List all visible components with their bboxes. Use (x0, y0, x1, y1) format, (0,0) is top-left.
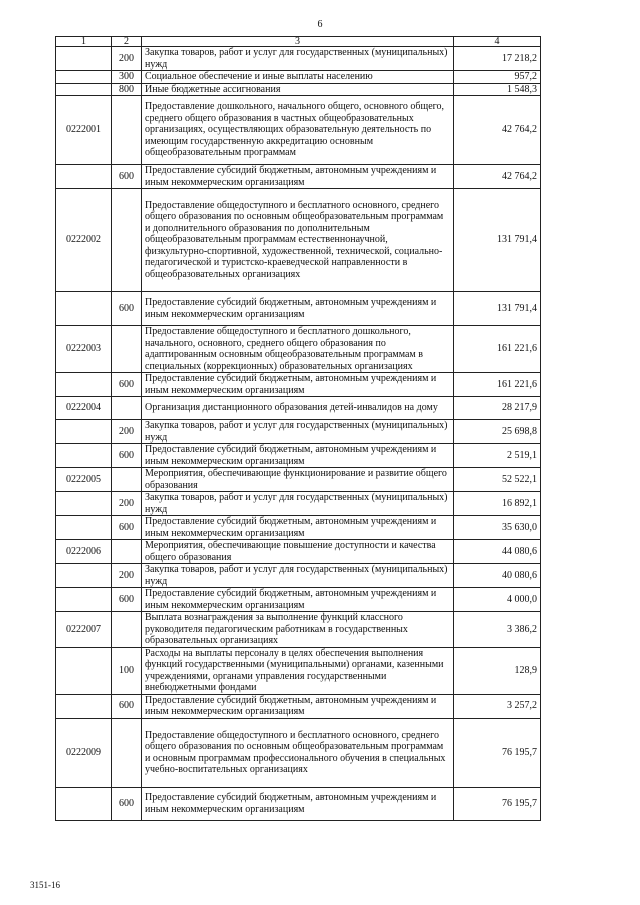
row-code (56, 588, 112, 612)
row-name: Предоставление субсидий бюджетным, автономным учреждениям и иным некоммерческим организациям (142, 516, 454, 540)
row-name: Мероприятия, обеспечивающие повышение доступности и качества общего образования (142, 540, 454, 564)
row-name: Выплата вознаграждения за выполнение функций классного руководителя педагогическим работникам в государственных образовательных организациях (142, 612, 454, 648)
row-name: Социальное обеспечение и иные выплаты населению (142, 71, 454, 84)
table-row (56, 468, 541, 492)
row-expense-type: 600 (112, 292, 142, 326)
row-amount: 44 080,6 (454, 540, 541, 564)
header-col-4: 4 (454, 37, 541, 47)
row-code: 0222003 (56, 326, 112, 373)
row-code (56, 420, 112, 444)
table-row (56, 718, 541, 787)
row-expense-type: 600 (112, 516, 142, 540)
row-name: Предоставление дошкольного, начального общего, основного общего, среднего общего образования в частных общеобразовательных организациях, осуществляющих образовательную деятельность по имеющим государственную аккредитацию основным общеобразовательным программам (142, 96, 454, 165)
row-amount: 52 522,1 (454, 468, 541, 492)
row-expense-type: 200 (112, 47, 142, 71)
header-col-1: 1 (56, 37, 112, 47)
table-row (56, 444, 541, 468)
row-name: Предоставление субсидий бюджетным, автономным учреждениям и иным некоммерческим организациям (142, 165, 454, 189)
row-name: Организация дистанционного образования детей-инвалидов на дому (142, 397, 454, 420)
row-expense-type (112, 189, 142, 292)
row-code: 0222004 (56, 397, 112, 420)
row-code (56, 647, 112, 694)
table-row (56, 564, 541, 588)
budget-table (55, 36, 541, 821)
row-amount: 25 698,8 (454, 420, 541, 444)
row-expense-type (112, 96, 142, 165)
row-expense-type: 600 (112, 444, 142, 468)
table-row (56, 540, 541, 564)
row-expense-type: 200 (112, 492, 142, 516)
row-expense-type: 600 (112, 373, 142, 397)
row-code (56, 292, 112, 326)
row-expense-type: 600 (112, 694, 142, 718)
table-header-row (56, 37, 541, 47)
table-row (56, 694, 541, 718)
table-row (56, 647, 541, 694)
row-name: Предоставление субсидий бюджетным, автономным учреждениям и иным некоммерческим организациям (142, 444, 454, 468)
row-name: Предоставление общедоступного и бесплатного дошкольного, начального, основного, среднего общего образования по адаптированным основным общеобразовательным программам в специальных (коррекционных) образовательных организациях (142, 326, 454, 373)
row-name: Мероприятия, обеспечивающие функционирование и развитие общего образования (142, 468, 454, 492)
table-row (56, 189, 541, 292)
table-row (56, 397, 541, 420)
row-expense-type: 200 (112, 420, 142, 444)
row-amount: 16 892,1 (454, 492, 541, 516)
row-name: Закупка товаров, работ и услуг для государственных (муниципальных) нужд (142, 564, 454, 588)
table-row (56, 83, 541, 96)
row-expense-type (112, 397, 142, 420)
table-row (56, 787, 541, 820)
header-col-2: 2 (112, 37, 142, 47)
row-code: 0222009 (56, 718, 112, 787)
row-name: Предоставление субсидий бюджетным, автономным учреждениям и иным некоммерческим организациям (142, 787, 454, 820)
row-name: Предоставление общедоступного и бесплатного основного, среднего общего образования по основным общеобразовательным программам и дополнительного образования по дополнительным общеобразовательным программам естественнонаучной, физкультурно-спортивной, художественной, технической, социально-педагогической и туристско-краеведческой направленности в общеобразовательных организациях (142, 189, 454, 292)
row-code (56, 83, 112, 96)
row-amount: 128,9 (454, 647, 541, 694)
row-expense-type (112, 540, 142, 564)
row-name: Закупка товаров, работ и услуг для государственных (муниципальных) нужд (142, 492, 454, 516)
row-expense-type (112, 612, 142, 648)
page-number: 6 (317, 19, 323, 30)
row-amount: 40 080,6 (454, 564, 541, 588)
row-amount: 76 195,7 (454, 787, 541, 820)
table-row (56, 420, 541, 444)
row-name: Расходы на выплаты персоналу в целях обеспечения выполнения функций государственными (муниципальными) органами, казенными учреждениями, органами управления государственными внебюджетными фондами (142, 647, 454, 694)
row-expense-type: 100 (112, 647, 142, 694)
row-code (56, 47, 112, 71)
row-code (56, 373, 112, 397)
row-amount: 42 764,2 (454, 165, 541, 189)
row-amount: 2 519,1 (454, 444, 541, 468)
row-code (56, 787, 112, 820)
row-expense-type: 600 (112, 787, 142, 820)
row-name: Иные бюджетные ассигнования (142, 83, 454, 96)
table-row (56, 492, 541, 516)
table-row (56, 326, 541, 373)
row-expense-type: 600 (112, 165, 142, 189)
row-code (56, 71, 112, 84)
row-expense-type (112, 326, 142, 373)
table-row (56, 373, 541, 397)
table-row (56, 516, 541, 540)
row-name: Закупка товаров, работ и услуг для государственных (муниципальных) нужд (142, 47, 454, 71)
row-code (56, 165, 112, 189)
row-expense-type: 800 (112, 83, 142, 96)
row-code (56, 516, 112, 540)
row-name: Предоставление общедоступного и бесплатного основного, среднего общего образования по основным общеобразовательным программам и основным программам профессионального обучения в специальных учебно-воспитательных организациях (142, 718, 454, 787)
row-amount: 161 221,6 (454, 373, 541, 397)
document-code: 3151-16 (30, 880, 60, 890)
row-expense-type: 200 (112, 564, 142, 588)
row-code (56, 444, 112, 468)
row-expense-type: 600 (112, 588, 142, 612)
table-row (56, 47, 541, 71)
row-name: Предоставление субсидий бюджетным, автономным учреждениям и иным некоммерческим организациям (142, 588, 454, 612)
row-name: Закупка товаров, работ и услуг для государственных (муниципальных) нужд (142, 420, 454, 444)
row-amount: 4 000,0 (454, 588, 541, 612)
table-row (56, 612, 541, 648)
row-amount: 76 195,7 (454, 718, 541, 787)
table-row (56, 165, 541, 189)
row-code: 0222005 (56, 468, 112, 492)
row-expense-type (112, 468, 142, 492)
row-amount: 957,2 (454, 71, 541, 84)
row-amount: 131 791,4 (454, 189, 541, 292)
table-row (56, 96, 541, 165)
row-amount: 42 764,2 (454, 96, 541, 165)
row-amount: 3 386,2 (454, 612, 541, 648)
row-code: 0222006 (56, 540, 112, 564)
row-amount: 17 218,2 (454, 47, 541, 71)
table-row (56, 71, 541, 84)
row-amount: 131 791,4 (454, 292, 541, 326)
row-code (56, 694, 112, 718)
row-code: 0222001 (56, 96, 112, 165)
header-col-3: 3 (142, 37, 454, 47)
row-code: 0222007 (56, 612, 112, 648)
row-expense-type: 300 (112, 71, 142, 84)
row-amount: 3 257,2 (454, 694, 541, 718)
row-code (56, 492, 112, 516)
row-name: Предоставление субсидий бюджетным, автономным учреждениям и иным некоммерческим организациям (142, 373, 454, 397)
row-name: Предоставление субсидий бюджетным, автономным учреждениям и иным некоммерческим организациям (142, 292, 454, 326)
row-code (56, 564, 112, 588)
row-amount: 35 630,0 (454, 516, 541, 540)
table-row (56, 588, 541, 612)
row-expense-type (112, 718, 142, 787)
row-name: Предоставление субсидий бюджетным, автономным учреждениям и иным некоммерческим организациям (142, 694, 454, 718)
row-amount: 161 221,6 (454, 326, 541, 373)
row-code: 0222002 (56, 189, 112, 292)
row-amount: 28 217,9 (454, 397, 541, 420)
row-amount: 1 548,3 (454, 83, 541, 96)
table-row (56, 292, 541, 326)
